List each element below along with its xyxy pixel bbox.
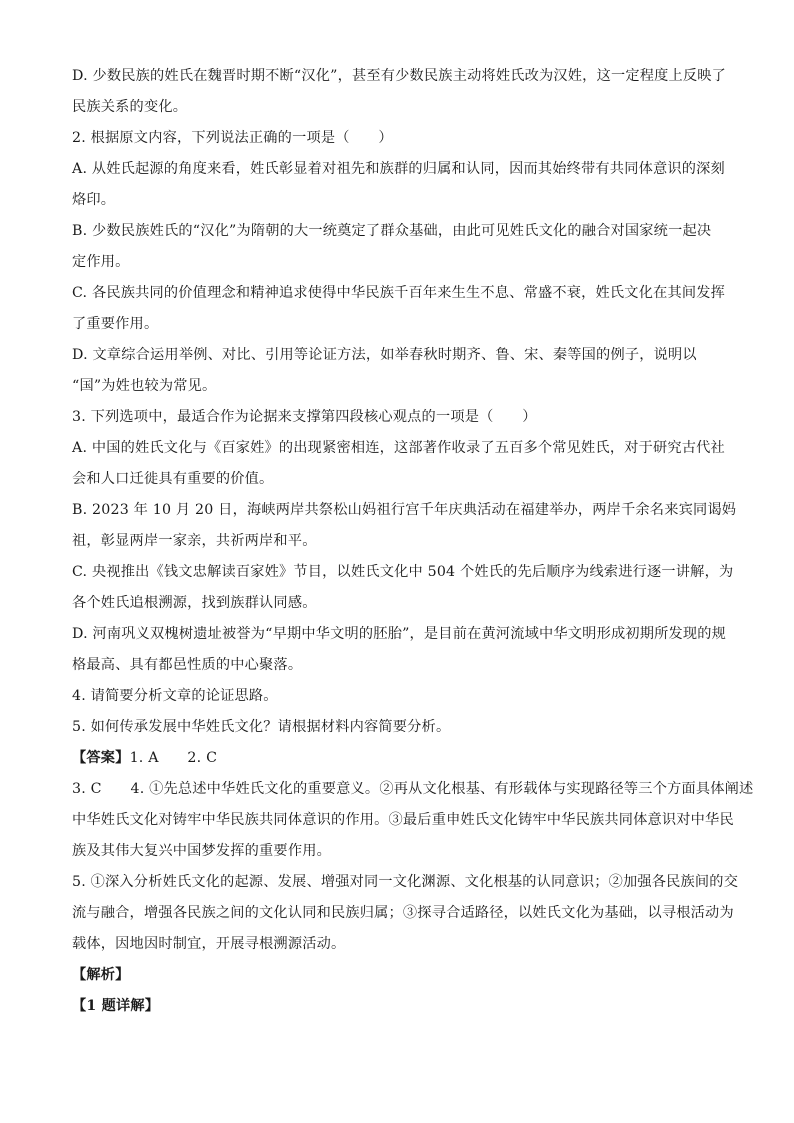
- answer-label: 【答案】: [72, 750, 130, 766]
- text-line: 民族关系的变化。: [72, 99, 188, 115]
- answer-line: [72, 748, 217, 768]
- detail-heading: 【1 题详解】: [72, 998, 160, 1014]
- analysis-heading: 【解析】: [72, 967, 130, 983]
- question-5: 5. 如何传承发展中华姓氏文化？请根据材料内容简要分析。: [72, 719, 451, 735]
- option-c: C. 各民族共同的价值理念和精神追求使得中华民族千百年来生生不息、常盛不衰，姓氏文化在其间发挥: [72, 285, 726, 301]
- text-line: 会和人口迁徙具有重要的价值。: [72, 471, 274, 487]
- option-a: A. 从姓氏起源的角度来看，姓氏彰显着对祖先和族群的归属和认同，因而其始终带有共同体意识的深刻: [72, 161, 725, 177]
- text-line: 格最高、具有都邑性质的中心聚落。: [72, 657, 303, 673]
- answer-text: 中华姓氏文化对铸牢中华民族共同体意识的作用。③最后重申姓氏文化铸牢中华民族共同体意识对中华民: [72, 812, 734, 828]
- text-line: D. 少数民族的姓氏在魏晋时期不断“汉化”，甚至有少数民族主动将姓氏改为汉姓，这一定程度上反映了: [72, 68, 727, 84]
- text-line: 烙印。: [72, 192, 116, 208]
- text-line: 定作用。: [72, 254, 130, 270]
- question-3: 3. 下列选项中，最适合作为论据来支撑第四段核心观点的一项是（ ）: [72, 409, 537, 425]
- option-d: D. 文章综合运用举例、对比、引用等论证方法，如举春秋时期齐、鲁、宋、秦等国的例子，说明以: [72, 347, 697, 363]
- text-line: “国”为姓也较为常见。: [72, 378, 217, 394]
- answer-text: 5. ①深入分析姓氏文化的起源、发展、增强对同一文化渊源、文化根基的认同意识；②加强各民族间的交: [72, 874, 739, 890]
- answer-text: 流与融合，增强各民族之间的文化认同和民族归属；③探寻合适路径，以姓氏文化为基础，以寻根活动为: [72, 905, 734, 921]
- question-4: 4. 请简要分析文章的论证思路。: [72, 688, 278, 704]
- answer-text: 3. C 4. ①先总述中华姓氏文化的重要意义。②再从文化根基、有形载体与实现路径等三个方面具体阐述: [72, 781, 754, 797]
- text-line: 各个姓氏追根溯源，找到族群认同感。: [72, 595, 317, 611]
- option-b: B. 少数民族姓氏的“汉化”为隋朝的大一统奠定了群众基础，由此可见姓氏文化的融合对国家统一起决: [72, 223, 712, 239]
- option-b: B. 2023 年 10 月 20 日，海峡两岸共祭松山妈祖行宫千年庆典活动在福建举办，两岸千余名来宾同谒妈: [72, 502, 737, 518]
- text-line: 祖，彰显两岸一家亲，共祈两岸和平。: [72, 533, 317, 549]
- question-2: 2. 根据原文内容，下列说法正确的一项是（ ）: [72, 130, 393, 146]
- answer-text: 族及其伟大复兴中国梦发挥的重要作用。: [72, 843, 331, 859]
- option-c: C. 央视推出《钱文忠解读百家姓》节目，以姓氏文化中 504 个姓氏的先后顺序为线索进行逐一讲解，为: [72, 564, 734, 580]
- text-line: 了重要作用。: [72, 316, 159, 332]
- answer-first: 1. A 2. C: [129, 750, 218, 766]
- option-d: D. 河南巩义双槐树遗址被誉为“早期中华文明的胚胎”，是目前在黄河流域中华文明形成初期所发现的规: [72, 626, 727, 642]
- answer-text: 载体，因地因时制宜，开展寻根溯源活动。: [72, 936, 346, 952]
- option-a: A. 中国的姓氏文化与《百家姓》的出现紧密相连，这部著作收录了五百多个常见姓氏，对于研究古代社: [72, 440, 725, 456]
